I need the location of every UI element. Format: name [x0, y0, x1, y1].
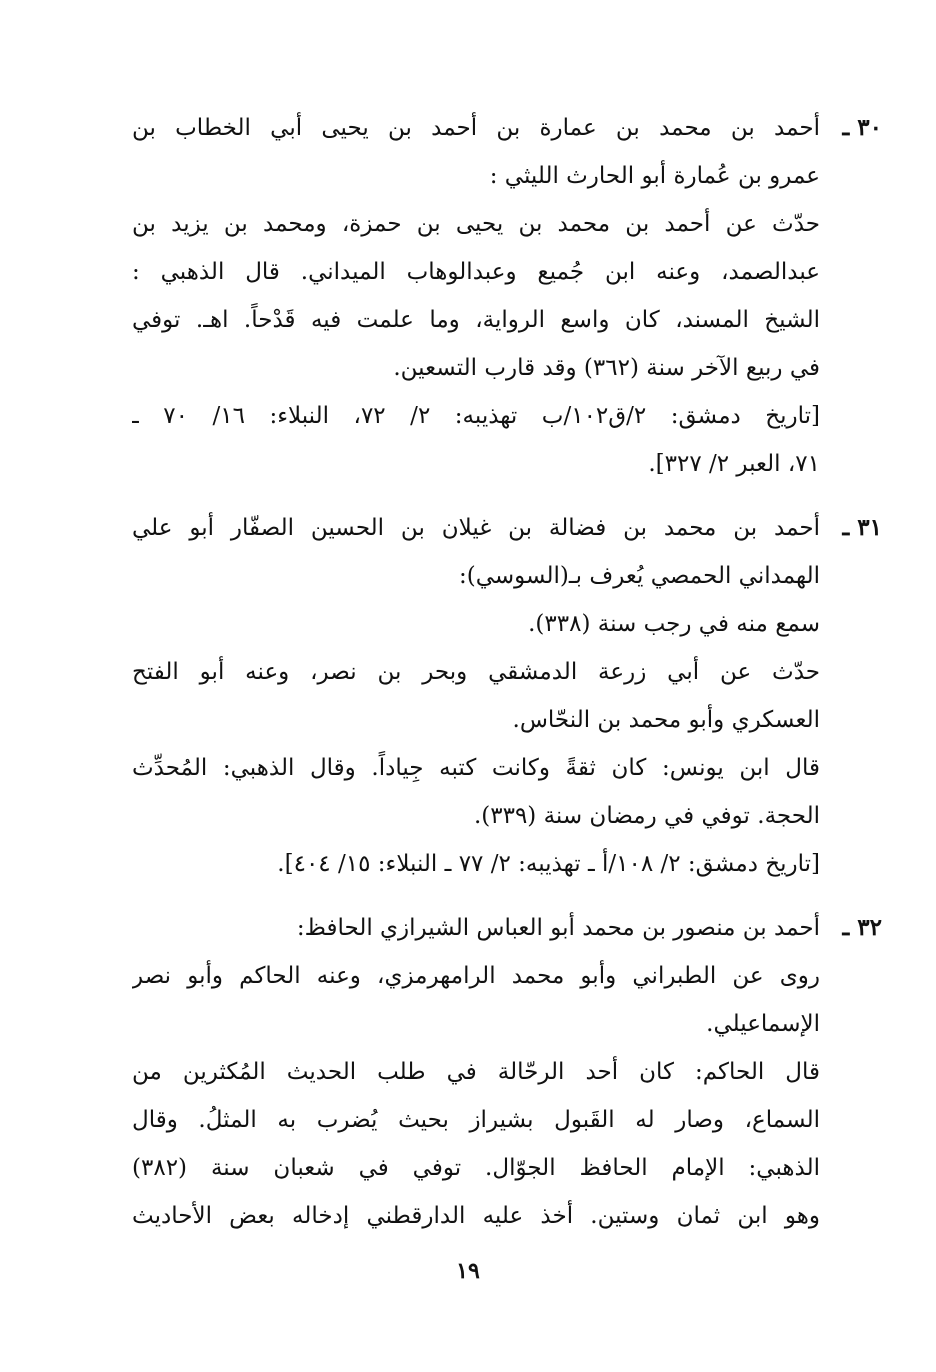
text-line: الإسماعيلي. [706, 1011, 820, 1037]
entry-number: ٣١ ـ [842, 514, 882, 541]
text-line: عمرو بن عُمارة أبو الحارث الليثي : [489, 163, 820, 189]
text-line: العسكري وأبو محمد بن النحّاس. [512, 707, 820, 733]
entry-number: ٣٢ ـ [842, 914, 882, 941]
text-line: عبدالصمد، وعنه ابن جُميع وعبدالوهاب الميداني. قال الذهبي : [132, 259, 820, 285]
text-line: الشيخ المسند، كان واسع الرواية، وما علمت فيه قَدْحاً. اهـ. توفي [132, 307, 820, 333]
text-line: سمع منه في رجب سنة (٣٣٨). [528, 611, 820, 637]
citation-line: [تاريخ دمشق: ٢/ق١٠٢/ب تهذيبه: ٢/ ٧٢، النبلاء: ١٦/ ٧٠ ـ [132, 403, 820, 429]
citation-line: ٧١، العبر ٢/ ٣٢٧]. [648, 451, 820, 477]
text-line: روى عن الطبراني وأبو محمد الرامهرمزي، وعنه الحاكم وأبو نصر [132, 963, 820, 989]
citation-line: [تاريخ دمشق: ٢/ ١٠٨/أ ـ تهذيبه: ٢/ ٧٧ ـ النبلاء: ١٥/ ٤٠٤]. [277, 851, 820, 877]
text-line: حدّث عن أبي زرعة الدمشقي وبحر بن نصر، وعنه أبو الفتح [132, 659, 820, 685]
text-line: في ربيع الآخر سنة (٣٦٢) وقد قارب التسعين. [393, 355, 820, 381]
biography-entry-30 [132, 104, 882, 488]
text-line: أحمد بن محمد بن فضالة بن غيلان بن الحسين الصفّار أبو علي [132, 515, 820, 541]
page-number: ١٩ [456, 1258, 480, 1284]
text-line: قال الحاكم: كان أحد الرحّالة في طلب الحديث المُكثرين من [132, 1059, 820, 1085]
page-content [132, 104, 882, 1240]
text-line: قال ابن يونس: كان ثقةً وكانت كتبه جِياداً. وقال الذهبي: المُحدِّث [132, 755, 820, 781]
biography-entry-32 [132, 904, 882, 1240]
text-line: وهو ابن ثمان وستين. أخذ عليه الدارقطني إدخاله بعض الأحاديث [132, 1203, 820, 1229]
text-line: أحمد بن محمد بن عمارة بن أحمد بن يحيى أبي الخطاب بن [132, 115, 820, 141]
text-line: الحجة. توفي في رمضان سنة (٣٣٩). [473, 803, 820, 829]
text-line: السماع، وصار له القَبول بشيراز بحيث يُضرب به المثلُ. وقال [132, 1107, 820, 1133]
text-line: الذهبي: الإمام الحافظ الجوّال. توفي في شعبان سنة (٣٨٢) [132, 1155, 820, 1181]
text-line: الهمداني الحمصي يُعرف بـ(السوسي): [458, 563, 820, 589]
text-line: أحمد بن منصور بن محمد أبو العباس الشيرازي الحافظ: [296, 915, 820, 941]
entry-number: ٣٠ ـ [842, 114, 882, 141]
text-line: حدّث عن أحمد بن محمد بن يحيى بن حمزة، ومحمد بن يزيد بن [132, 211, 820, 237]
biography-entry-31 [132, 504, 882, 888]
